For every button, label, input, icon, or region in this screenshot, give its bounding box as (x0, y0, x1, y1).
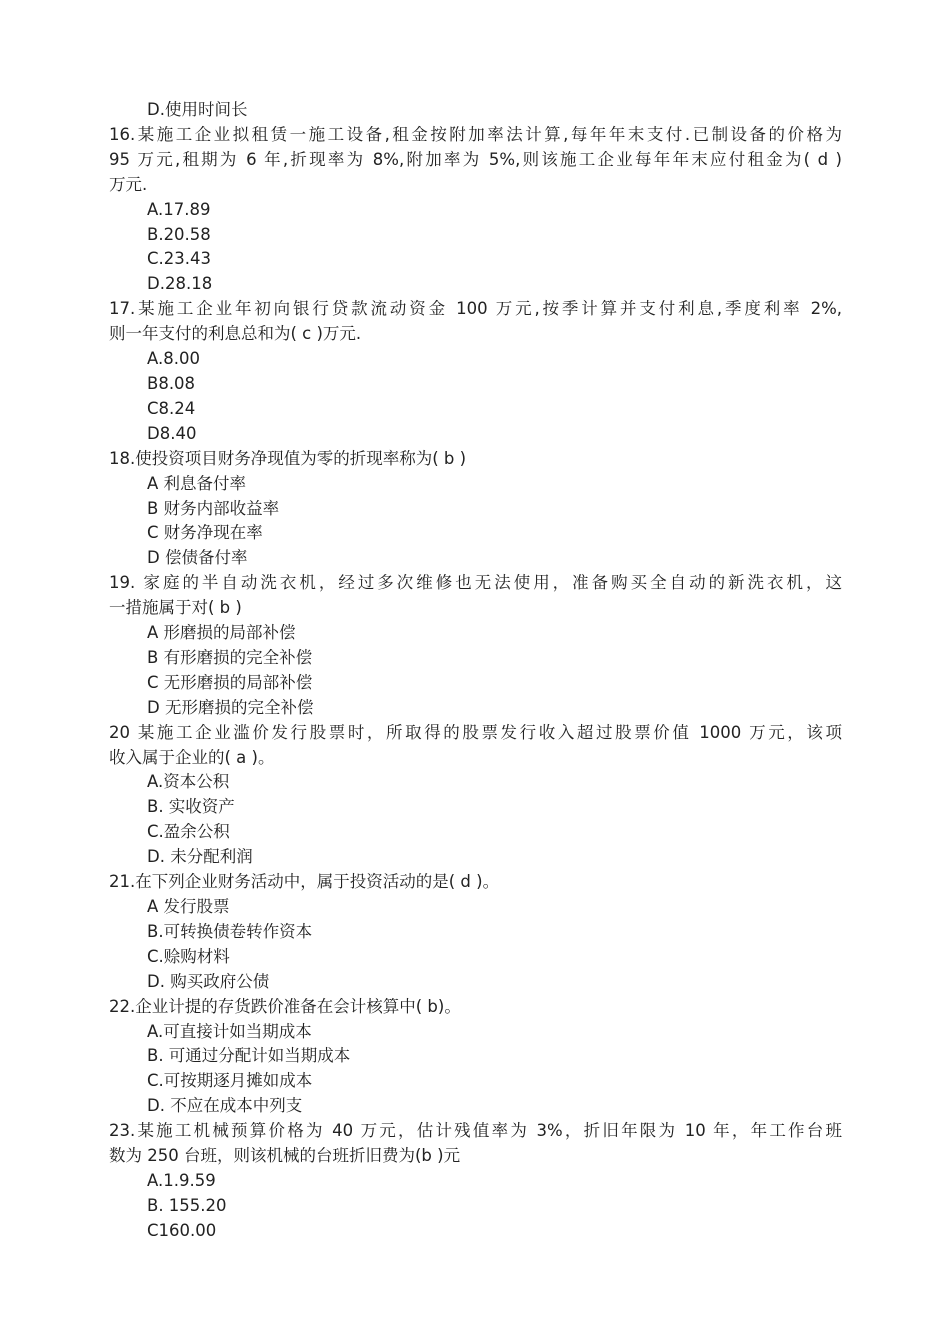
option: A.8.00 (147, 349, 200, 369)
option: D 无形磨损的完全补偿 (147, 697, 314, 717)
question-text: 20 某施工企业滥价发行股票时，所取得的股票发行收入超过股票价值 1000 万元，该项 (109, 722, 842, 742)
option: D.使用时间长 (147, 100, 248, 119)
question-text: 16.某施工企业拟租赁一施工设备,租金按附加率法计算,每年年末支付.已制设备的价格为 (109, 124, 842, 144)
question-text: 一措施属于对( b ) (109, 598, 242, 618)
option: D8.40 (147, 423, 197, 443)
question-17 (109, 297, 842, 446)
option: D. 购买政府公债 (147, 971, 270, 991)
option: C.可按期逐月摊如成本 (147, 1071, 313, 1091)
question-23 (109, 1119, 842, 1244)
option: B.20.58 (147, 224, 211, 244)
question-20 (109, 721, 842, 870)
option: A.可直接计如当期成本 (147, 1021, 312, 1041)
question-22 (109, 995, 842, 1120)
option: B 有形磨损的完全补偿 (147, 647, 313, 667)
question-text: 23.某施工机械预算价格为 40 万元，估计残值率为 3%，折旧年限为 10 年，年工作台班 (109, 1121, 842, 1141)
question-text: 17.某施工企业年初向银行贷款流动资金 100 万元,按季计算并支付利息,季度利率 2%, (109, 299, 842, 319)
option: D.28.18 (147, 274, 213, 294)
question-text: 21.在下列企业财务活动中，属于投资活动的是( d )。 (109, 872, 500, 892)
option: B. 可通过分配计如当期成本 (147, 1046, 351, 1066)
question-text: 18.使投资项目财务净现值为零的折现率称为( b ) (109, 448, 467, 468)
option: A.1.9.59 (147, 1170, 216, 1190)
question-21 (109, 870, 842, 995)
option: B 财务内部收益率 (147, 498, 280, 518)
question-text: 收入属于企业的( a )。 (109, 747, 275, 767)
previous-question-tail (109, 98, 842, 123)
question-text: 19. 家庭的半自动洗衣机，经过多次维修也无法使用，准备购买全自动的新洗衣机，这 (109, 573, 842, 593)
question-list (109, 98, 842, 1244)
option: C.赊购材料 (147, 946, 230, 966)
question-16 (109, 123, 842, 297)
option: C160.00 (147, 1220, 217, 1240)
option: B8.08 (147, 373, 196, 393)
question-18 (109, 447, 842, 572)
option: A.17.89 (147, 199, 211, 219)
option: D. 未分配利润 (147, 847, 253, 867)
option: A 发行股票 (147, 897, 230, 916)
option: B.可转换债卷转作资本 (147, 921, 313, 941)
question-text: 数为 250 台班，则该机械的台班折旧费为(b )元 (109, 1146, 461, 1166)
option: B. 155.20 (147, 1195, 227, 1215)
question-19 (109, 571, 842, 720)
option: C 无形磨损的局部补偿 (147, 672, 313, 692)
option: C.23.43 (147, 249, 212, 269)
question-text: 95 万元,租期为 6 年,折现率为 8%,附加率为 5%,则该施工企业每年年末应付租金为( d ) (109, 149, 842, 169)
option: D 偿债备付率 (147, 548, 248, 568)
option: A 利息备付率 (147, 473, 247, 493)
option: A.资本公积 (147, 772, 230, 792)
option: C.盈余公积 (147, 822, 230, 842)
question-text: 则一年支付的利息总和为( c )万元. (109, 324, 362, 344)
option: A 形磨损的局部补偿 (147, 623, 296, 643)
option: C8.24 (147, 398, 196, 418)
question-text: 22.企业计提的存货跌价准备在会计核算中( b)。 (109, 996, 461, 1016)
option: C 财务净现在率 (147, 523, 263, 543)
question-text: 万元. (109, 174, 148, 194)
option: D. 不应在成本中列支 (147, 1096, 303, 1116)
option: B. 实收资产 (147, 797, 235, 817)
